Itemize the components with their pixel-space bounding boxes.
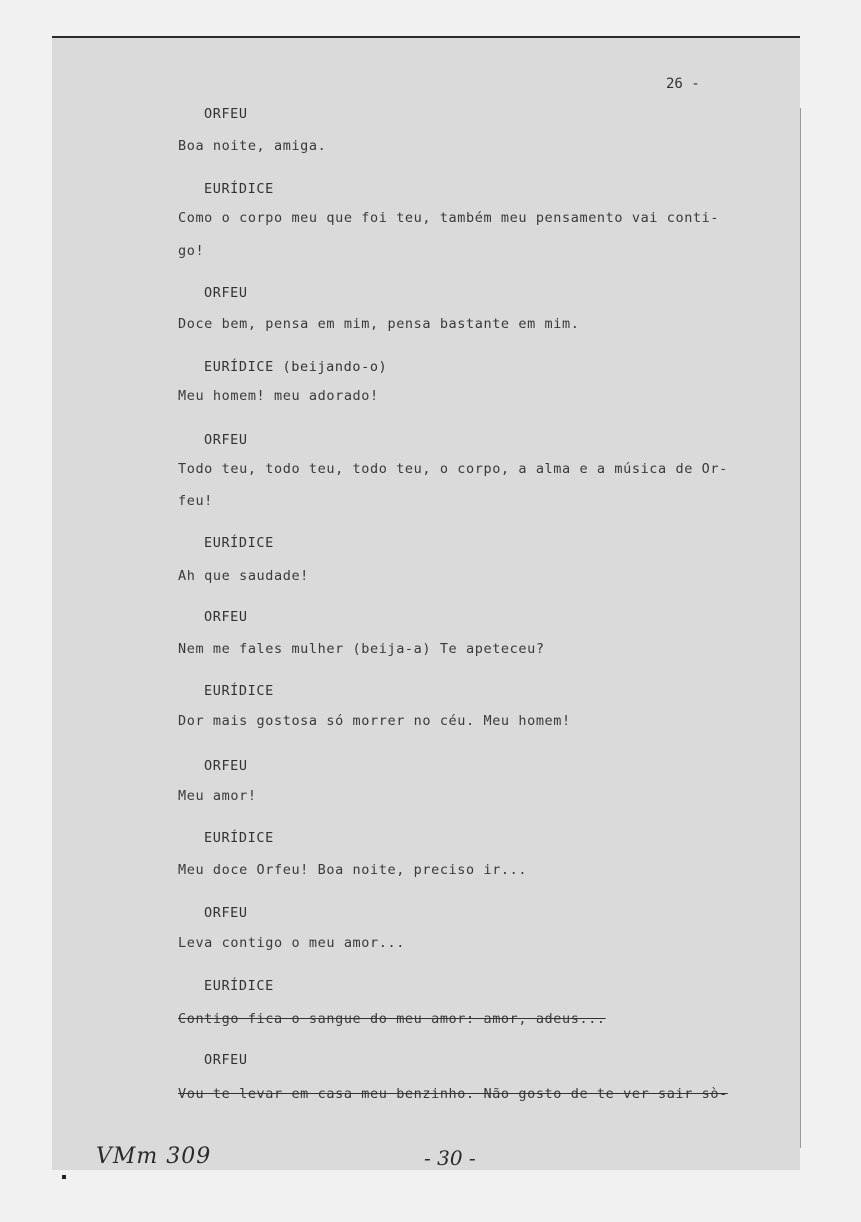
dialogue-line: go! (178, 243, 205, 259)
struck-dialogue-line: Contigo fica o sangue do meu amor: amor, adeus... (178, 1011, 606, 1027)
dialogue-line: Leva contigo o meu amor... (178, 935, 405, 951)
page-fold-line (800, 108, 804, 1148)
speaker-label: EURÍDICE (204, 683, 274, 699)
dialogue-line: Dor mais gostosa só morrer no céu. Meu homem! (178, 713, 571, 729)
speaker-label: EURÍDICE (beijando-o) (204, 359, 388, 375)
dialogue-line: feu! (178, 493, 213, 509)
handwritten-archive-mark: VMm 309 (96, 1144, 212, 1169)
margin-dot (62, 1175, 66, 1179)
speaker-label: EURÍDICE (204, 978, 274, 994)
speaker-label: EURÍDICE (204, 181, 274, 197)
speaker-label: ORFEU (204, 432, 248, 448)
speaker-label: EURÍDICE (204, 535, 274, 551)
speaker-label: ORFEU (204, 106, 248, 122)
handwritten-page-number: - 30 - (424, 1146, 476, 1170)
speaker-label: EURÍDICE (204, 830, 274, 846)
dialogue-line: Doce bem, pensa em mim, pensa bastante em mim. (178, 316, 580, 332)
speaker-label: ORFEU (204, 285, 248, 301)
dialogue-line: Todo teu, todo teu, todo teu, o corpo, a alma e a música de Or- (178, 461, 728, 477)
speaker-label: ORFEU (204, 758, 248, 774)
page-number: 26 - (666, 76, 700, 92)
dialogue-line: Meu homem! meu adorado! (178, 388, 379, 404)
speaker-label: ORFEU (204, 905, 248, 921)
dialogue-line: Nem me fales mulher (beija-a) Te apeteceu? (178, 641, 545, 657)
dialogue-line: Meu amor! (178, 788, 257, 804)
typescript-page (52, 36, 800, 1170)
struck-dialogue-line: Vou te levar em casa meu benzinho. Não gosto de te ver sair sò- (178, 1086, 728, 1102)
dialogue-line: Boa noite, amiga. (178, 138, 327, 154)
dialogue-line: Como o corpo meu que foi teu, também meu pensamento vai conti- (178, 210, 720, 226)
dialogue-line: Meu doce Orfeu! Boa noite, preciso ir... (178, 862, 528, 878)
speaker-label: ORFEU (204, 1052, 248, 1068)
speaker-label: ORFEU (204, 609, 248, 625)
dialogue-line: Ah que saudade! (178, 568, 309, 584)
